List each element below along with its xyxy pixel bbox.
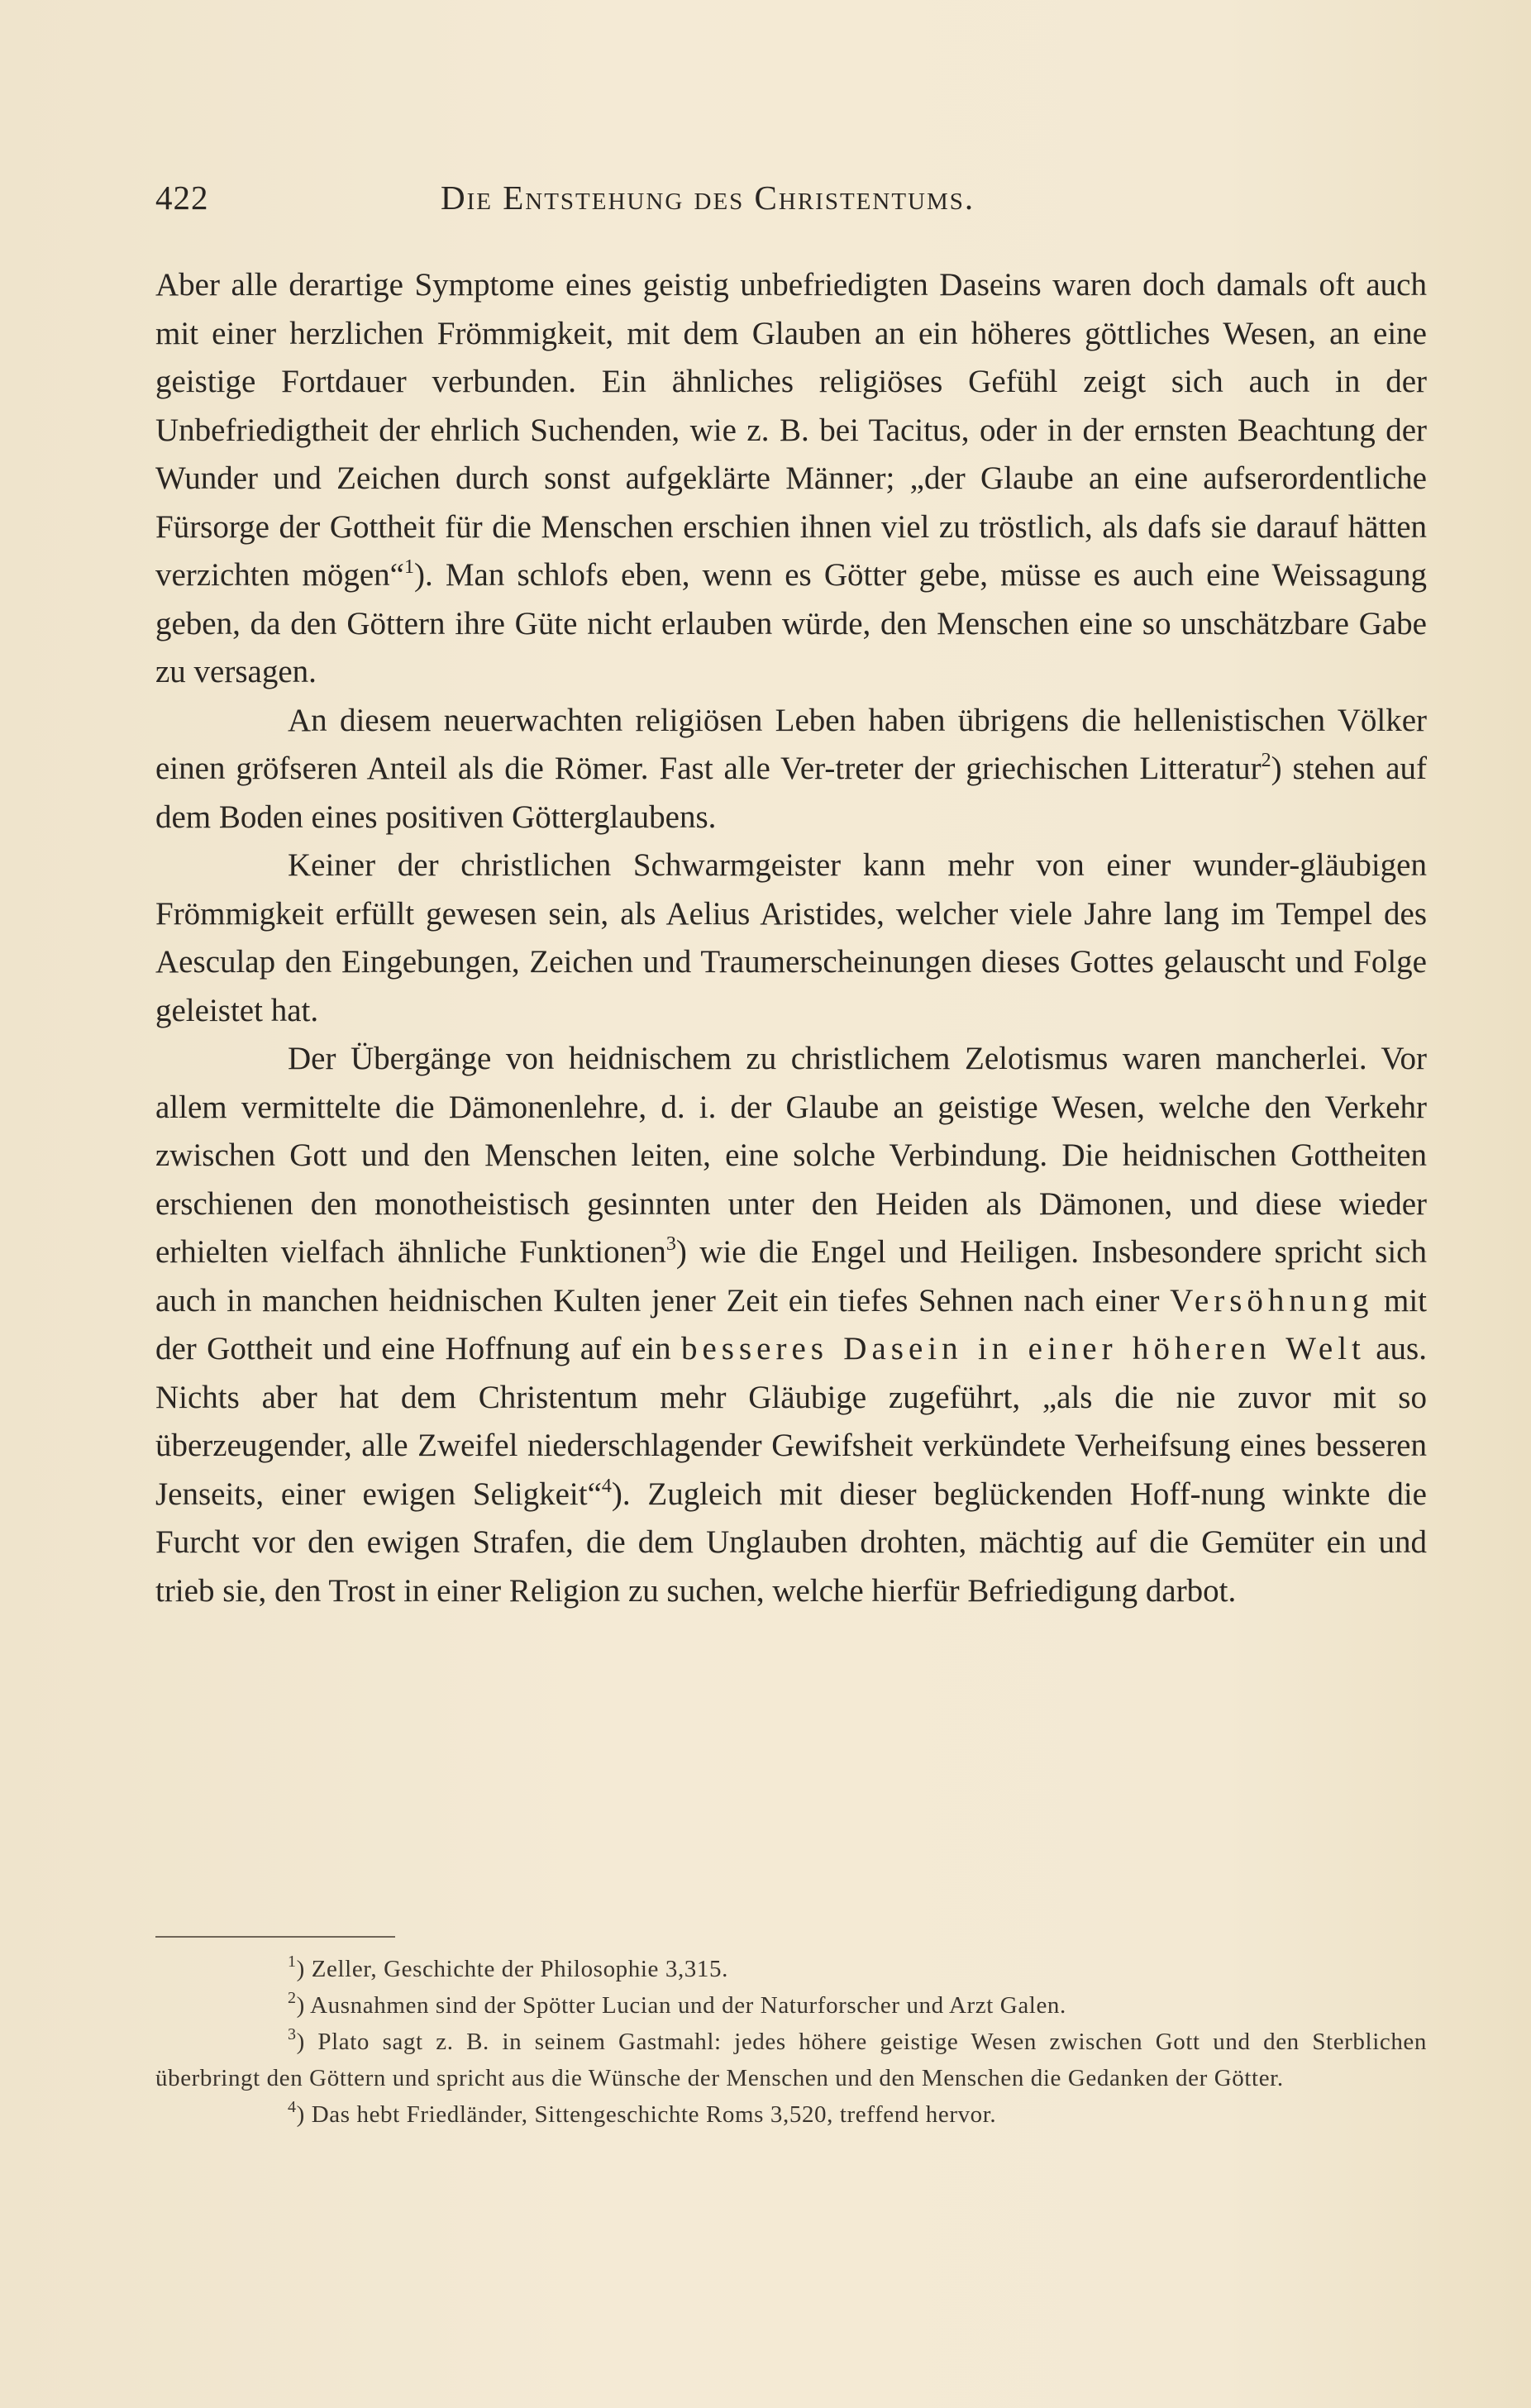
footnote-mark: 2 [288,1989,297,2007]
text-run: An diesem neuerwachten religiösen Leben haben übrigens die hellenistischen Völker einen gröfseren Anteil als die Römer. Fast alle Ver-treter der griechischen Litteratur [155,702,1427,786]
text-run: ) wie die Engel und Heiligen. Insbesondere spricht sich auch in manchen heidnischen Kulten jener Zeit ein tiefes Sehnen nach einer [155,1234,1427,1318]
footnote-mark: 3 [288,2025,297,2043]
footnote-text: ) Ausnahmen sind der Spötter Lucian und der Naturforscher und Arzt Galen. [296,1992,1066,2019]
paragraph [155,697,1427,842]
page-header [155,178,1428,227]
text-run: ). Man schlofs eben, wenn es Götter gebe, müsse es auch eine Weissagung geben, da den Göttern ihre Güte nicht erlauben würde, den Menschen eine so unschätzbare Gabe zu versagen. [155,557,1428,689]
footnote [155,1951,1427,1987]
paragraph [155,261,1427,697]
body-text [155,261,1427,1615]
paragraph [155,842,1427,1035]
emphasized-text: Versöhnung [1170,1282,1374,1318]
text-run: ). Zugleich mit dieser beglückenden Hoff-nung winkte die Furcht vor den ewigen Strafen, die dem Unglauben drohten, mächtig auf die Gemüter ein und trieb sie, den Trost in einer Religion zu suchen, welche hierfür Befriedigung darbot. [155,1476,1427,1609]
footnote [155,2024,1427,2096]
text-run: Aber alle derartige Symptome eines geistig unbefriedigten Daseins waren doch damals oft auch mit einer herzlichen Frömmigkeit, mit dem Glauben an ein höheres göttliches Wesen, an eine geistige Fortdauer verbunden. Ein ähnliches religiöses Gefühl zeigt sich auch in der Unbefriedigtheit der ehrlich Suchenden, wie z. B. bei Tacitus, oder in der ernsten Beachtung der Wunder und Zeichen durch sonst aufgeklärte Männer; „der Glaube an eine aufserordentliche Fürsorge der Gottheit für die Menschen erschien ihnen viel zu tröstlich, als dafs sie darauf hätten verzichten mögen“ [155,267,1427,593]
text-run: Keiner der christlichen Schwarmgeister kann mehr von einer wunder-gläubigen Frömmigkeit erfüllt gewesen sein, als Aelius Aristides, welcher viele Jahre lang im Tempel des Aesculap den Eingebungen, Zeichen und Traumerscheinungen dieses Gottes gelauscht und Folge geleistet hat. [155,847,1427,1028]
footnote-text: ) Das hebt Friedländer, Sittengeschichte Roms 3,520, treffend hervor. [296,2101,997,2128]
footnote-mark: 4 [288,2098,297,2116]
footnote [155,1987,1427,2024]
text-run: mit der Gottheit und eine Hoffnung auf ein [155,1282,1427,1366]
footnote-reference: 1 [404,556,414,578]
footnotes [155,1951,1427,2133]
text-run: ) stehen auf dem Boden eines positiven Götterglaubens. [155,751,1427,835]
footnote-reference: 3 [665,1233,676,1255]
emphasized-text: besseres Dasein in einer höheren Welt [680,1331,1366,1366]
footnote-text: ) Zeller, Geschichte der Philosophie 3,315. [296,1956,728,1982]
footnote-reference: 4 [601,1475,612,1497]
footnote-reference: 2 [1261,750,1271,771]
footnote-divider [155,1936,395,1938]
paragraph [155,1035,1427,1615]
footnote [155,2096,1427,2133]
text-run: Der Übergänge von heidnischem zu christlichem Zelotismus waren mancherlei. Vor allem vermittelte die Dämonenlehre, d. i. der Glaube an geistige Wesen, welche den Verkehr zwischen Gott und den Menschen leiten, eine solche Verbindung. Die heidnischen Gottheiten erschienen den monotheistisch gesinnten unter den Heiden als Dämonen, und diese wieder erhielten vielfach ähnliche Funktionen [155,1041,1427,1270]
footnote-mark: 1 [288,1953,297,1971]
footnote-text: ) Plato sagt z. B. in seinem Gastmahl: jedes höhere geistige Wesen zwischen Gott und den Sterblichen überbringt den Göttern und spricht aus die Wünsche der Menschen und den Menschen die Gedanken der Götter. [155,2029,1427,2091]
text-run: aus. Nichts aber hat dem Christentum mehr Gläubige zugeführt, „als die nie zuvor mit so überzeugender, alle Zweifel niederschlagender Gewifsheit verkündete Verheifsung eines besseren Jenseits, einer ewigen Seligkeit“ [155,1331,1427,1512]
running-title: Die Entstehung des Christentums. [441,179,975,217]
page-number: 422 [155,179,209,217]
